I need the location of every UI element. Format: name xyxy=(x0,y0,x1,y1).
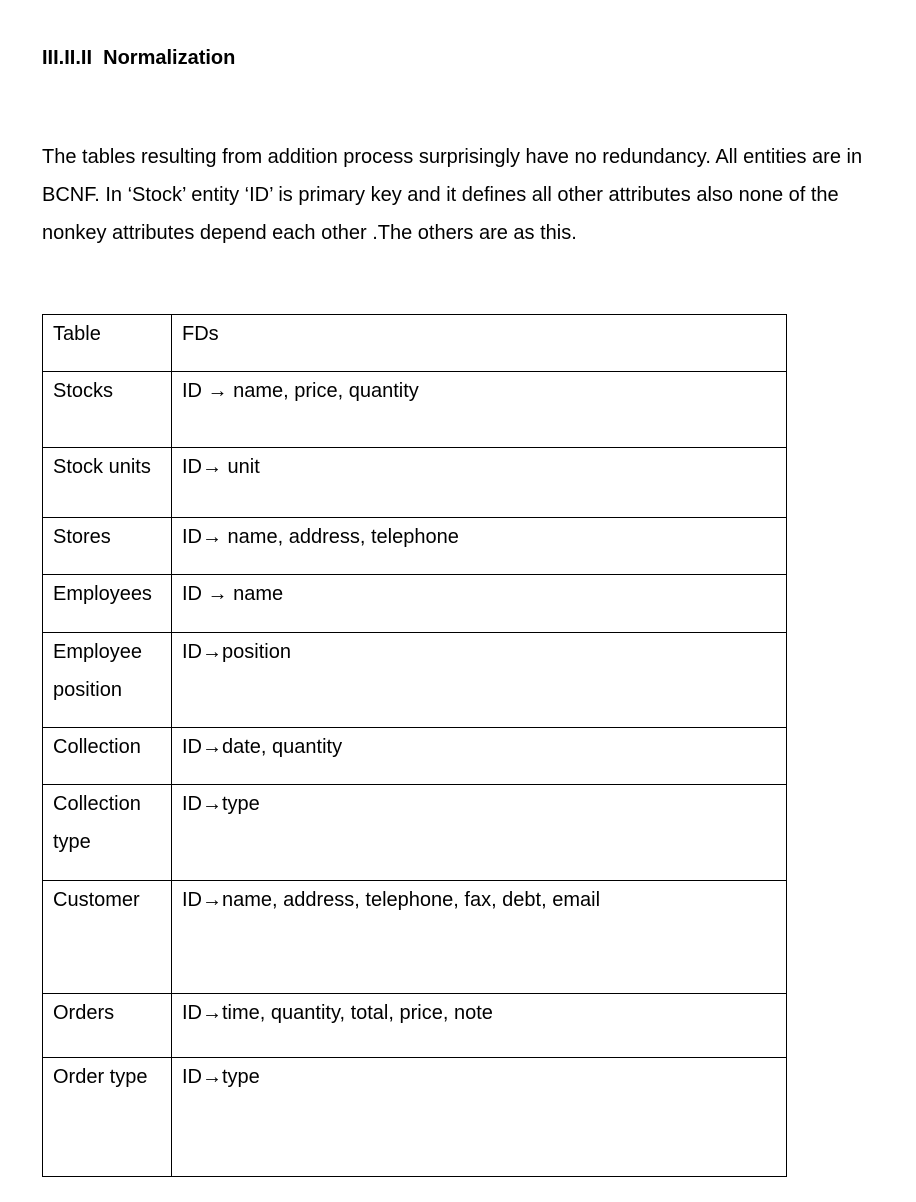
row-fd: ID→time, quantity, total, price, note xyxy=(172,994,787,1058)
table-row xyxy=(43,1058,787,1177)
section-heading: III.II.II Normalization xyxy=(42,47,236,69)
intro-paragraph: The tables resulting from addition process surprisingly have no redundancy. All entities are in BCNF. In ‘Stock’ entity ‘ID’ is primary key and it defines all other attributes also none of the nonkey attributes depend each other .The others are as this. xyxy=(42,146,863,244)
functional-dependencies-table xyxy=(42,314,787,1177)
row-table-name: Stocks xyxy=(43,372,172,448)
row-table-name: Stores xyxy=(43,518,172,575)
row-fd: ID→name, address, telephone, fax, debt, email xyxy=(172,881,787,994)
row-table-name: Orders xyxy=(43,994,172,1058)
table-row xyxy=(43,518,787,575)
table-row xyxy=(43,448,787,518)
table-header-row xyxy=(43,315,787,372)
row-fd: ID→date, quantity xyxy=(172,728,787,785)
row-table-name: Collection type xyxy=(43,785,172,881)
row-fd: ID → name, price, quantity xyxy=(172,372,787,448)
row-fd: ID → name xyxy=(172,575,787,633)
table-row xyxy=(43,372,787,448)
row-fd: ID→ unit xyxy=(172,448,787,518)
row-table-name: Stock units xyxy=(43,448,172,518)
row-table-name: Collection xyxy=(43,728,172,785)
row-fd: ID→type xyxy=(172,1058,787,1177)
row-table-name: Order type xyxy=(43,1058,172,1177)
table-row xyxy=(43,633,787,728)
header-table: Table xyxy=(43,315,172,372)
row-table-name: Employee position xyxy=(43,633,172,728)
row-fd: ID→position xyxy=(172,633,787,728)
row-table-name: Employees xyxy=(43,575,172,633)
table-row xyxy=(43,994,787,1058)
row-table-name: Customer xyxy=(43,881,172,994)
table-row xyxy=(43,881,787,994)
table-row xyxy=(43,575,787,633)
table-row xyxy=(43,728,787,785)
header-fds: FDs xyxy=(172,315,787,372)
row-fd: ID→type xyxy=(172,785,787,881)
table-row xyxy=(43,785,787,881)
row-fd: ID→ name, address, telephone xyxy=(172,518,787,575)
intro-paragraph-block xyxy=(42,138,872,252)
